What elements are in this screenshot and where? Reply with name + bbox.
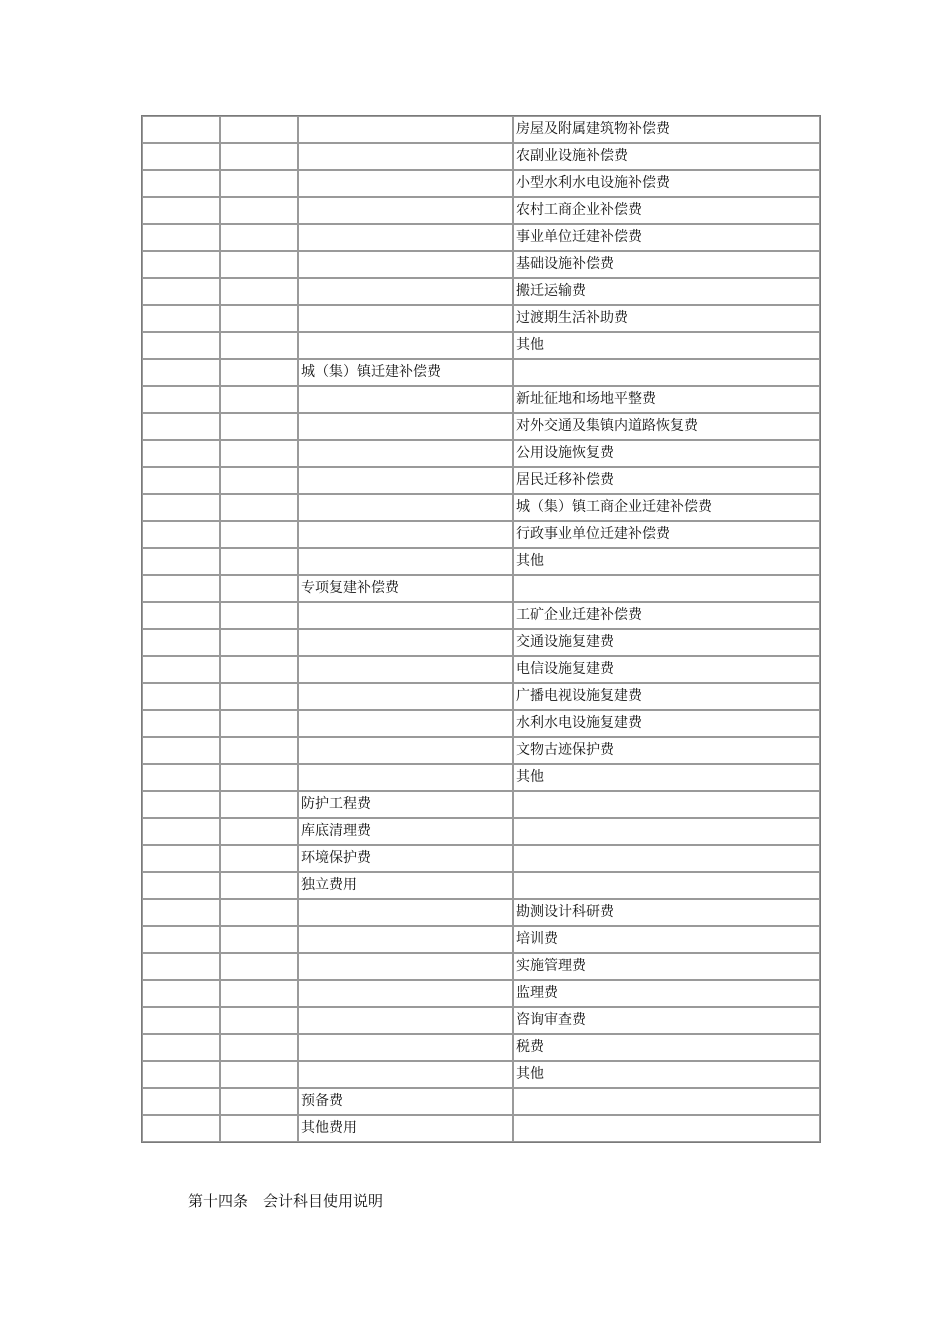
table-cell-c1 [142, 494, 220, 521]
table-cell-c2 [220, 818, 298, 845]
account-subject-table [141, 115, 821, 1143]
table-cell-c3: 环境保护费 [298, 845, 513, 872]
table-row [142, 791, 820, 818]
table-cell-c4: 培训费 [513, 926, 820, 953]
table-row [142, 386, 820, 413]
table-cell-c2 [220, 359, 298, 386]
table-cell-c3 [298, 764, 513, 791]
table-cell-c3 [298, 170, 513, 197]
table-cell-c4: 农村工商企业补偿费 [513, 197, 820, 224]
table-cell-c4: 电信设施复建费 [513, 656, 820, 683]
table-cell-c4: 新址征地和场地平整费 [513, 386, 820, 413]
table-cell-c1 [142, 1061, 220, 1088]
table-row [142, 305, 820, 332]
table-cell-c3 [298, 278, 513, 305]
table-cell-c2 [220, 710, 298, 737]
table-cell-c2 [220, 602, 298, 629]
table-row [142, 818, 820, 845]
table-cell-c2 [220, 899, 298, 926]
table-cell-c3: 其他费用 [298, 1115, 513, 1142]
table-cell-c4: 基础设施补偿费 [513, 251, 820, 278]
table-cell-c1 [142, 791, 220, 818]
table-cell-c4: 其他 [513, 764, 820, 791]
table-row [142, 980, 820, 1007]
table-cell-c4 [513, 872, 820, 899]
table-cell-c4: 文物古迹保护费 [513, 737, 820, 764]
table-row [142, 332, 820, 359]
table-row [142, 764, 820, 791]
table-row [142, 359, 820, 386]
table-cell-c4: 农副业设施补偿费 [513, 143, 820, 170]
table-cell-c2 [220, 791, 298, 818]
table-cell-c1 [142, 1115, 220, 1142]
table-cell-c2 [220, 548, 298, 575]
table-cell-c1 [142, 413, 220, 440]
table-cell-c2 [220, 980, 298, 1007]
table-cell-c4: 搬迁运输费 [513, 278, 820, 305]
table-row [142, 143, 820, 170]
table-row [142, 926, 820, 953]
table-cell-c3 [298, 629, 513, 656]
table-cell-c2 [220, 440, 298, 467]
table-cell-c1 [142, 197, 220, 224]
table-cell-c4: 监理费 [513, 980, 820, 1007]
table-cell-c4: 咨询审查费 [513, 1007, 820, 1034]
table-cell-c2 [220, 467, 298, 494]
table-cell-c4: 事业单位迁建补偿费 [513, 224, 820, 251]
article-heading: 第十四条 会计科目使用说明 [188, 1192, 384, 1210]
table-cell-c2 [220, 116, 298, 143]
table-cell-c4: 实施管理费 [513, 953, 820, 980]
table-cell-c4: 对外交通及集镇内道路恢复费 [513, 413, 820, 440]
table-cell-c3 [298, 305, 513, 332]
table-cell-c2 [220, 224, 298, 251]
table-cell-c2 [220, 332, 298, 359]
table-cell-c2 [220, 305, 298, 332]
table-cell-c1 [142, 332, 220, 359]
table-cell-c1 [142, 926, 220, 953]
table-cell-c2 [220, 926, 298, 953]
table-cell-c1 [142, 1007, 220, 1034]
table-row [142, 1007, 820, 1034]
table-cell-c3: 独立费用 [298, 872, 513, 899]
table-row [142, 197, 820, 224]
table-cell-c3 [298, 224, 513, 251]
table-row [142, 575, 820, 602]
table-cell-c1 [142, 764, 220, 791]
table-cell-c3 [298, 494, 513, 521]
table-cell-c4: 居民迁移补偿费 [513, 467, 820, 494]
table-row [142, 899, 820, 926]
table-cell-c1 [142, 1088, 220, 1115]
table-cell-c1 [142, 602, 220, 629]
table-cell-c2 [220, 494, 298, 521]
table-cell-c4: 税费 [513, 1034, 820, 1061]
table-cell-c4 [513, 575, 820, 602]
table-cell-c2 [220, 170, 298, 197]
table-cell-c2 [220, 953, 298, 980]
table-cell-c4: 过渡期生活补助费 [513, 305, 820, 332]
table-cell-c3: 专项复建补偿费 [298, 575, 513, 602]
table-cell-c3 [298, 1034, 513, 1061]
table-cell-c4: 房屋及附属建筑物补偿费 [513, 116, 820, 143]
table-cell-c1 [142, 872, 220, 899]
table-cell-c1 [142, 170, 220, 197]
table-cell-c1 [142, 278, 220, 305]
table-cell-c4 [513, 845, 820, 872]
table-cell-c2 [220, 737, 298, 764]
table-cell-c4 [513, 1088, 820, 1115]
table-cell-c2 [220, 413, 298, 440]
table-cell-c2 [220, 872, 298, 899]
table-cell-c4 [513, 359, 820, 386]
table-row [142, 737, 820, 764]
table-cell-c3 [298, 440, 513, 467]
table-cell-c2 [220, 143, 298, 170]
table-cell-c1 [142, 1034, 220, 1061]
table-cell-c3 [298, 899, 513, 926]
table-cell-c2 [220, 1061, 298, 1088]
table-cell-c4: 广播电视设施复建费 [513, 683, 820, 710]
table-cell-c4: 公用设施恢复费 [513, 440, 820, 467]
table-cell-c4 [513, 791, 820, 818]
table-cell-c1 [142, 224, 220, 251]
table-cell-c3 [298, 413, 513, 440]
table-cell-c1 [142, 440, 220, 467]
table-row [142, 683, 820, 710]
table-cell-c1 [142, 629, 220, 656]
table-row [142, 845, 820, 872]
table-row [142, 440, 820, 467]
table-cell-c3 [298, 332, 513, 359]
table-cell-c3 [298, 386, 513, 413]
table-row [142, 116, 820, 143]
table-row [142, 413, 820, 440]
table-cell-c2 [220, 1007, 298, 1034]
table-cell-c2 [220, 1034, 298, 1061]
table-cell-c4: 其他 [513, 548, 820, 575]
table-cell-c3: 城（集）镇迁建补偿费 [298, 359, 513, 386]
table-cell-c4 [513, 1115, 820, 1142]
table-cell-c2 [220, 251, 298, 278]
table-row [142, 872, 820, 899]
table-cell-c1 [142, 899, 220, 926]
table-cell-c3 [298, 953, 513, 980]
table-cell-c4 [513, 818, 820, 845]
table-row [142, 548, 820, 575]
table-row [142, 710, 820, 737]
table-cell-c1 [142, 980, 220, 1007]
table-cell-c2 [220, 1088, 298, 1115]
table-cell-c1 [142, 575, 220, 602]
table-row [142, 1034, 820, 1061]
table-cell-c1 [142, 656, 220, 683]
table-cell-c4: 水利水电设施复建费 [513, 710, 820, 737]
table-cell-c2 [220, 521, 298, 548]
table-cell-c4: 其他 [513, 332, 820, 359]
table-row [142, 521, 820, 548]
table-cell-c1 [142, 251, 220, 278]
table-cell-c3 [298, 1007, 513, 1034]
table-row [142, 1088, 820, 1115]
table-cell-c3 [298, 467, 513, 494]
table-cell-c1 [142, 521, 220, 548]
table-row [142, 1061, 820, 1088]
table-cell-c4: 勘测设计科研费 [513, 899, 820, 926]
table-cell-c1 [142, 467, 220, 494]
table-cell-c3 [298, 521, 513, 548]
table-row [142, 656, 820, 683]
table-cell-c4: 小型水利水电设施补偿费 [513, 170, 820, 197]
table-cell-c3 [298, 197, 513, 224]
table-cell-c4: 城（集）镇工商企业迁建补偿费 [513, 494, 820, 521]
table-cell-c1 [142, 737, 220, 764]
table-cell-c2 [220, 197, 298, 224]
table-cell-c3 [298, 980, 513, 1007]
table-cell-c4: 工矿企业迁建补偿费 [513, 602, 820, 629]
table-cell-c3 [298, 656, 513, 683]
table-row [142, 170, 820, 197]
table-cell-c4: 其他 [513, 1061, 820, 1088]
table-cell-c3 [298, 116, 513, 143]
table-cell-c2 [220, 683, 298, 710]
table-cell-c1 [142, 143, 220, 170]
table-cell-c2 [220, 764, 298, 791]
table-row [142, 251, 820, 278]
table-cell-c2 [220, 1115, 298, 1142]
table-cell-c3: 库底清理费 [298, 818, 513, 845]
table-cell-c2 [220, 575, 298, 602]
table-cell-c1 [142, 548, 220, 575]
table-row [142, 224, 820, 251]
table-cell-c3 [298, 710, 513, 737]
table-row [142, 467, 820, 494]
table-cell-c1 [142, 305, 220, 332]
table-cell-c1 [142, 386, 220, 413]
table-body [142, 116, 820, 1142]
table-cell-c3 [298, 683, 513, 710]
table-row [142, 953, 820, 980]
table-cell-c2 [220, 278, 298, 305]
table-cell-c4: 交通设施复建费 [513, 629, 820, 656]
table-cell-c3 [298, 1061, 513, 1088]
table-cell-c1 [142, 683, 220, 710]
table-cell-c3 [298, 143, 513, 170]
table-cell-c3 [298, 926, 513, 953]
table-row [142, 1115, 820, 1142]
table-row [142, 629, 820, 656]
table-cell-c1 [142, 116, 220, 143]
table-cell-c2 [220, 386, 298, 413]
table-cell-c3 [298, 737, 513, 764]
table-cell-c3: 预备费 [298, 1088, 513, 1115]
table-cell-c1 [142, 359, 220, 386]
table-cell-c1 [142, 818, 220, 845]
table-cell-c1 [142, 710, 220, 737]
table-cell-c2 [220, 629, 298, 656]
table-row [142, 494, 820, 521]
table-cell-c2 [220, 845, 298, 872]
table-cell-c1 [142, 953, 220, 980]
table-cell-c1 [142, 845, 220, 872]
table-row [142, 278, 820, 305]
table-cell-c3 [298, 602, 513, 629]
table-cell-c2 [220, 656, 298, 683]
table-cell-c3 [298, 251, 513, 278]
table-cell-c4: 行政事业单位迁建补偿费 [513, 521, 820, 548]
table-cell-c3 [298, 548, 513, 575]
table-cell-c3: 防护工程费 [298, 791, 513, 818]
table-row [142, 602, 820, 629]
